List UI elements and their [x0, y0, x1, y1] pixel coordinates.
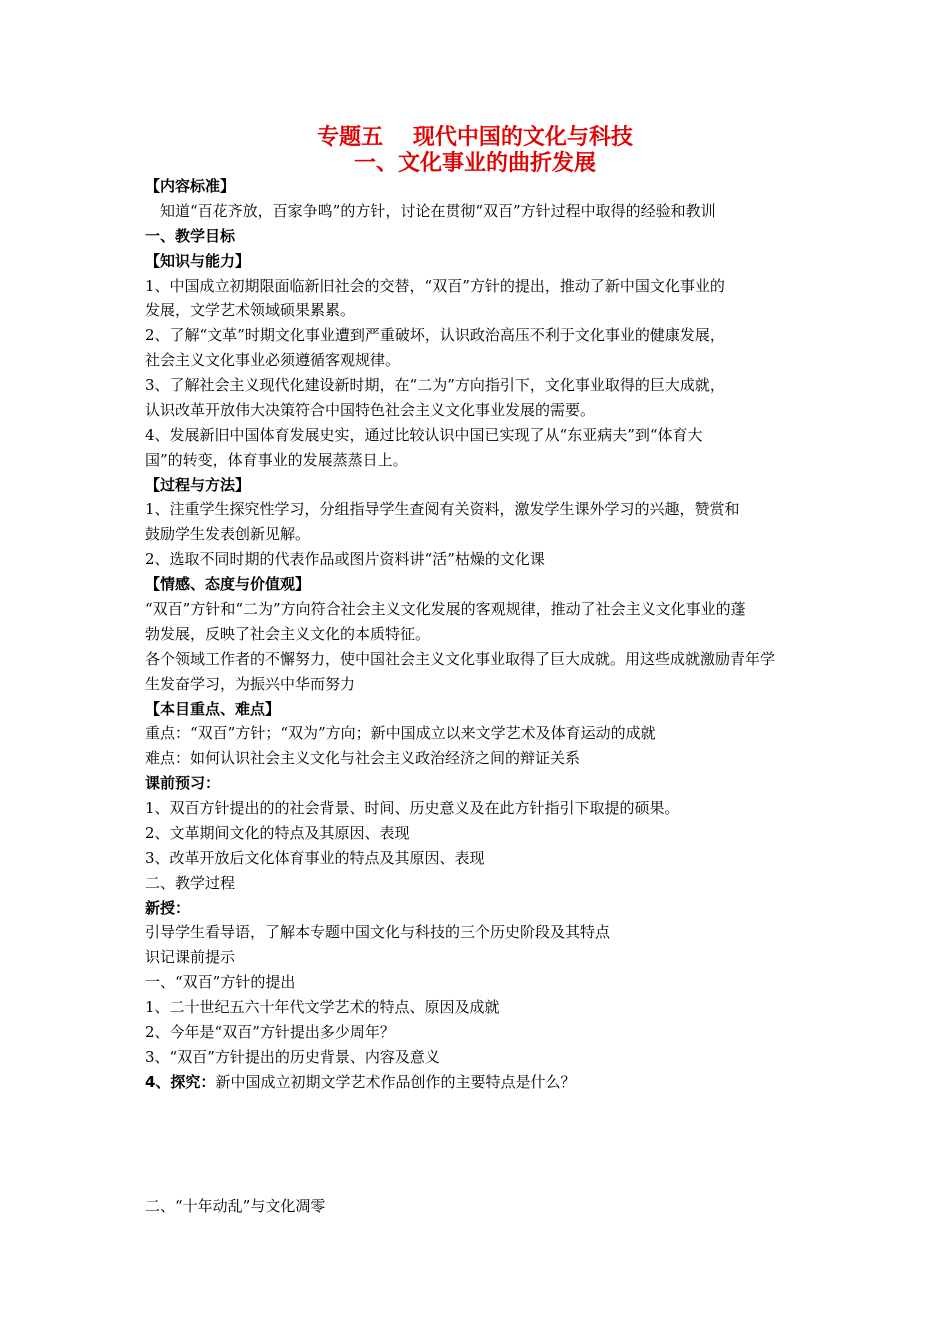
- paragraph: 2、了解“文革”时期文化事业遭到严重破坏，认识政治高压不利于文化事业的健康发展，: [145, 326, 725, 344]
- explore-paragraph: [145, 1072, 575, 1092]
- heading-key-difficult: 【本目重点、难点】: [145, 700, 281, 718]
- paragraph: 4、发展新旧中国体育发展史实，通过比较认识中国已实现了从“东亚病夫”到“体育大: [145, 426, 703, 444]
- explore-text: 新中国成立初期文学艺术作品创作的主要特点是什么？: [215, 1073, 576, 1091]
- paragraph: 认识改革开放伟大决策符合中国特色社会主义文化事业发展的需要。: [145, 401, 596, 419]
- paragraph: 重点：“双百”方针；“双为”方向；新中国成立以来文学艺术及体育运动的成就: [145, 724, 656, 742]
- paragraph: 引导学生看导语，了解本专题中国文化与科技的三个历史阶段及其特点: [145, 923, 611, 941]
- paragraph: 发展，文学艺术领域硕果累累。: [145, 301, 356, 319]
- paragraph: 一、“双百”方针的提出: [145, 973, 296, 991]
- explore-label: 4、探究：: [145, 1073, 216, 1091]
- heading-teaching-goals: 一、教学目标: [145, 227, 236, 245]
- paragraph: 识记课前提示: [145, 948, 236, 966]
- paragraph: 鼓励学生发表创新见解。: [145, 525, 311, 543]
- doc-title: 专题五 现代中国的文化与科技: [317, 125, 633, 150]
- paragraph: “双百”方针和“二为”方向符合社会主义文化发展的客观规律，推动了社会主义文化事业的蓬: [145, 600, 746, 618]
- paragraph: 1、中国成立初期限面临新旧社会的交替，“双百”方针的提出，推动了新中国文化事业的: [145, 277, 725, 295]
- paragraph: 社会主义文化事业必须遵循客观规律。: [145, 351, 401, 369]
- paragraph: 知道“百花齐放，百家争鸣”的方针，讨论在贯彻“双百”方针过程中取得的经验和教训: [145, 202, 716, 220]
- paragraph: 3、“双百”方针提出的历史背景、内容及意义: [145, 1048, 440, 1066]
- heading-knowledge-ability: 【知识与能力】: [145, 252, 251, 270]
- paragraph: 1、二十世纪五六十年代文学艺术的特点、原因及成就: [145, 998, 500, 1016]
- paragraph: 2、今年是“双百”方针提出多少周年？: [145, 1023, 395, 1041]
- paragraph: 二、教学过程: [145, 874, 236, 892]
- heading-emotion-values: 【情感、态度与价值观】: [145, 575, 311, 593]
- paragraph: 二、“十年动乱”与文化凋零: [145, 1197, 326, 1215]
- heading-new-lesson: 新授：: [145, 899, 191, 917]
- heading-content-standard: 【内容标准】: [145, 177, 236, 195]
- paragraph: 2、文革期间文化的特点及其原因、表现: [145, 824, 410, 842]
- paragraph: 勃发展，反映了社会主义文化的本质特征。: [145, 625, 431, 643]
- heading-process-method: 【过程与方法】: [145, 476, 251, 494]
- paragraph: 1、注重学生探究性学习，分组指导学生查阅有关资料，激发学生课外学习的兴趣，赞赏和: [145, 500, 740, 518]
- paragraph: 国”的转变，体育事业的发展蒸蒸日上。: [145, 451, 408, 469]
- paragraph: 3、改革开放后文化体育事业的特点及其原因、表现: [145, 849, 485, 867]
- heading-preview: 课前预习：: [145, 774, 221, 792]
- doc-subtitle: 一、文化事业的曲折发展: [353, 151, 596, 176]
- paragraph: 1、双百方针提出的的社会背景、时间、历史意义及在此方针指引下取提的硕果。: [145, 799, 680, 817]
- paragraph: 3、了解社会主义现代化建设新时期，在“二为”方向指引下，文化事业取得的巨大成就，: [145, 376, 725, 394]
- paragraph: 各个领域工作者的不懈努力，使中国社会主义文化事业取得了巨大成就。用这些成就激励青年学: [145, 650, 776, 668]
- paragraph: 2、选取不同时期的代表作品或图片资料讲“活”枯燥的文化课: [145, 550, 545, 568]
- paragraph: 难点：如何认识社会主义文化与社会主义政治经济之间的辩证关系: [145, 749, 581, 767]
- paragraph: 生发奋学习，为振兴中华而努力: [145, 675, 356, 693]
